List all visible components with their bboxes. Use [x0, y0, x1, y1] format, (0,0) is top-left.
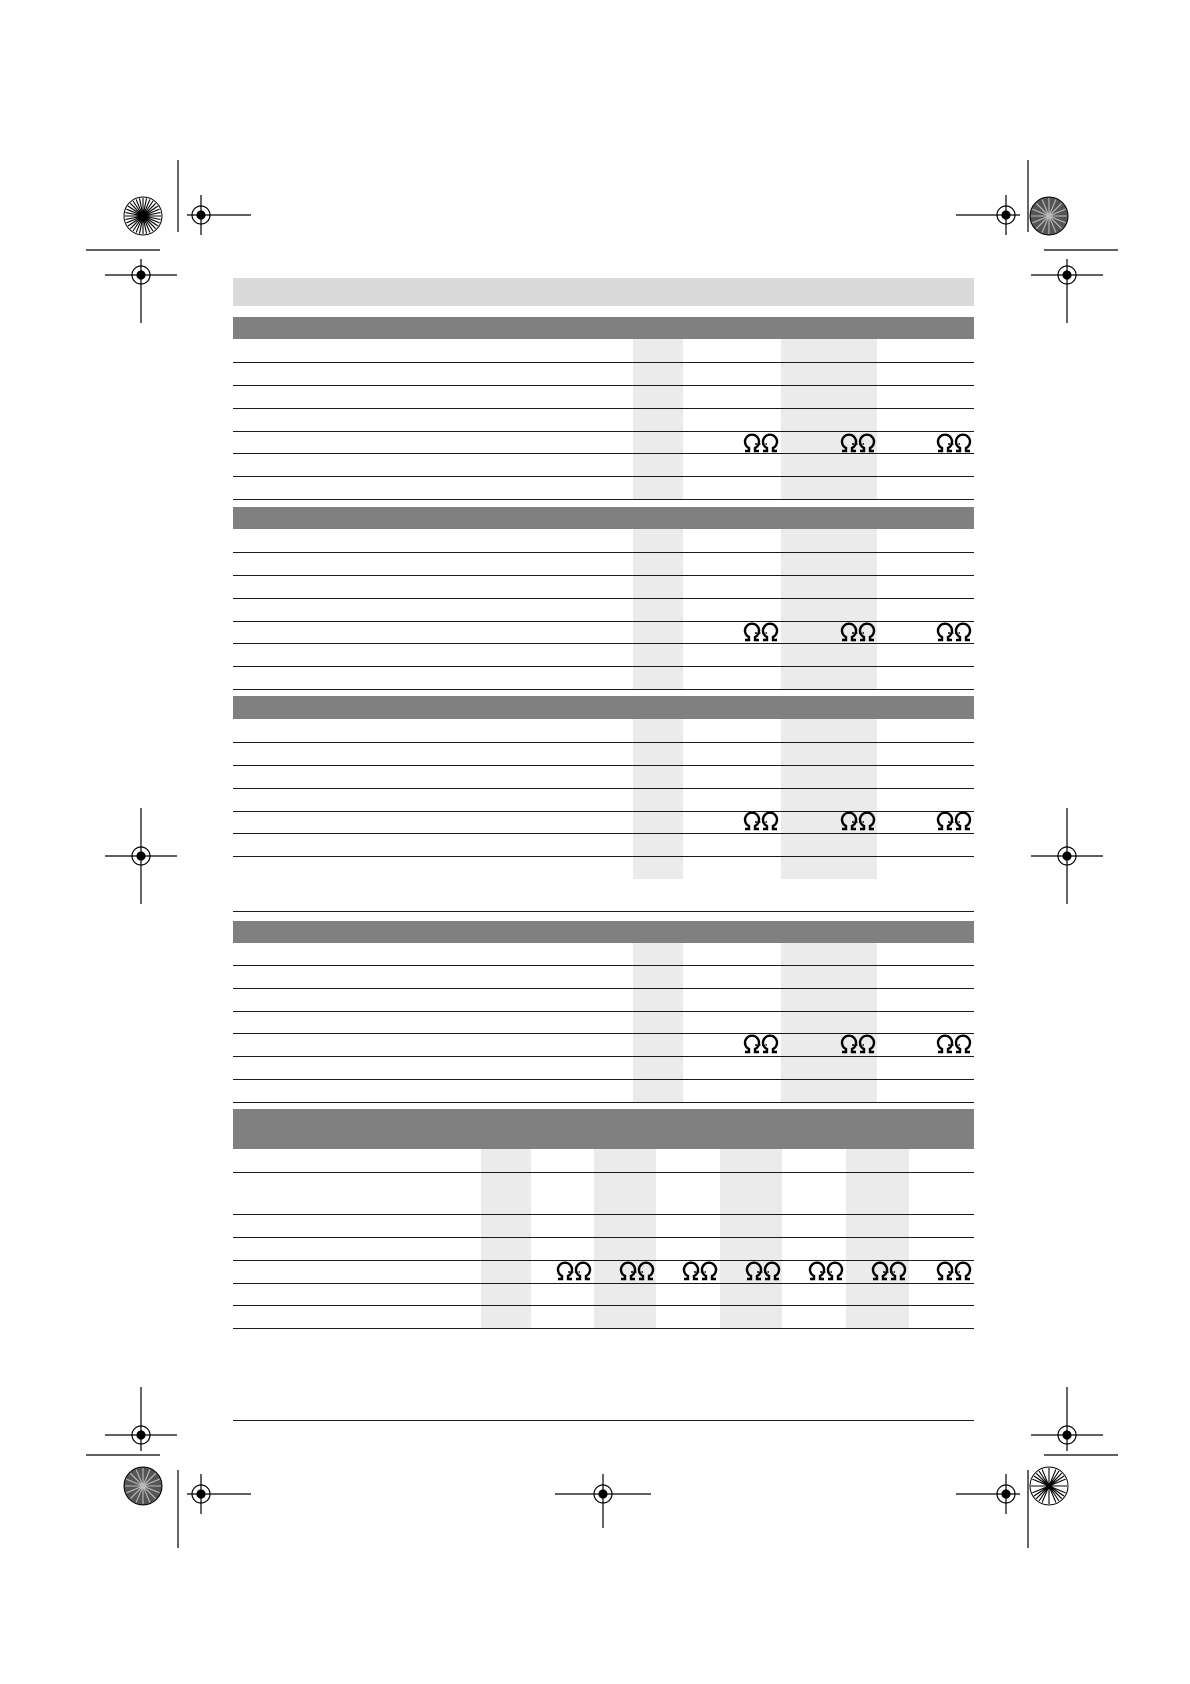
- section-header: [233, 921, 974, 943]
- row-rule: [233, 1237, 974, 1238]
- double-insulation-symbol-icon: [742, 433, 780, 453]
- row-rule: [233, 1214, 974, 1215]
- row-rule: [233, 643, 974, 644]
- row-rule: [233, 385, 974, 386]
- title-band: [233, 278, 974, 306]
- column-shade: [481, 1149, 531, 1328]
- double-insulation-symbol-icon: [839, 811, 877, 831]
- row-rule: [233, 788, 974, 789]
- starburst-icon: [1030, 1467, 1068, 1505]
- row-rule: [233, 666, 974, 667]
- double-insulation-symbol-icon: [839, 433, 877, 453]
- double-insulation-symbol-icon: [618, 1261, 656, 1281]
- row-rule: [233, 765, 974, 766]
- row-rule: [233, 1079, 974, 1080]
- double-insulation-symbol-icon: [935, 622, 973, 642]
- row-rule: [233, 598, 974, 599]
- column-shade: [633, 719, 683, 879]
- row-rule: [233, 1102, 974, 1103]
- row-rule: [233, 965, 974, 966]
- row-rule: [233, 1011, 974, 1012]
- row-rule: [233, 1056, 974, 1057]
- column-shade: [633, 339, 683, 499]
- column-shade: [594, 1149, 656, 1328]
- double-insulation-symbol-icon: [935, 433, 973, 453]
- double-insulation-symbol-icon: [681, 1261, 719, 1281]
- double-insulation-symbol-icon: [555, 1261, 593, 1281]
- row-rule: [233, 1260, 974, 1261]
- double-insulation-symbol-icon: [935, 811, 973, 831]
- row-rule: [233, 988, 974, 989]
- starburst-icon: [124, 197, 162, 235]
- row-rule: [233, 499, 974, 500]
- row-rule: [233, 453, 974, 454]
- section-header: [233, 317, 974, 339]
- row-rule: [233, 476, 974, 477]
- double-insulation-symbol-icon: [935, 1034, 973, 1054]
- column-shade: [846, 1149, 909, 1328]
- section-header: [233, 696, 974, 719]
- row-rule: [233, 1328, 974, 1329]
- section-header: [233, 1109, 974, 1149]
- row-rule: [233, 856, 974, 857]
- double-insulation-symbol-icon: [870, 1261, 908, 1281]
- row-rule: [233, 742, 974, 743]
- row-rule: [233, 911, 974, 912]
- row-rule: [233, 1305, 974, 1306]
- row-rule: [233, 833, 974, 834]
- double-insulation-symbol-icon: [935, 1261, 973, 1281]
- double-insulation-symbol-icon: [839, 1034, 877, 1054]
- footer-rule: [233, 1420, 974, 1421]
- double-insulation-symbol-icon: [744, 1261, 782, 1281]
- row-rule: [233, 689, 974, 690]
- column-shade: [633, 529, 683, 689]
- column-shade: [781, 719, 877, 879]
- row-rule: [233, 362, 974, 363]
- section-header: [233, 507, 974, 529]
- column-shade: [720, 1149, 782, 1328]
- row-rule: [233, 1283, 974, 1284]
- column-shade: [781, 339, 877, 499]
- row-rule: [233, 575, 974, 576]
- row-rule: [233, 431, 974, 432]
- row-rule: [233, 1172, 974, 1173]
- column-shade: [781, 529, 877, 689]
- double-insulation-symbol-icon: [807, 1261, 845, 1281]
- starburst-dark-icon: [1030, 197, 1068, 235]
- double-insulation-symbol-icon: [839, 622, 877, 642]
- starburst-dark-icon: [124, 1467, 162, 1505]
- double-insulation-symbol-icon: [742, 622, 780, 642]
- double-insulation-symbol-icon: [742, 811, 780, 831]
- row-rule: [233, 408, 974, 409]
- row-rule: [233, 552, 974, 553]
- double-insulation-symbol-icon: [742, 1034, 780, 1054]
